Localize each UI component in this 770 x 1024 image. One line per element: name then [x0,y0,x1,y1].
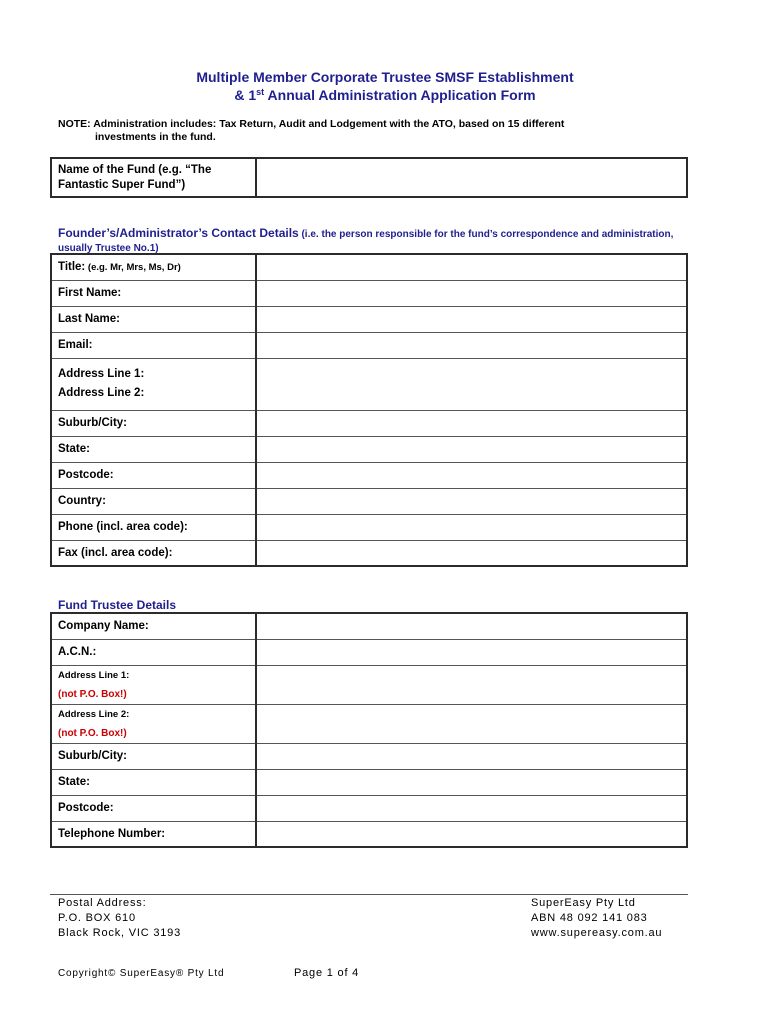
founder-last-name-row [51,306,687,332]
postal-address: Postal Address: P.O. BOX 610 Black Rock, VIC 3193 [58,897,181,939]
founder-fax-row [51,540,687,566]
copyright-notice: Copyright© SuperEasy® Pty Ltd [58,968,225,979]
form-title-line2: & 1st Annual Administration Application Form [234,87,536,103]
trustee-suburb-row [51,743,687,769]
company-name-field[interactable] [256,613,687,639]
fund-name-label: Name of the Fund (e.g. “The Fantastic Super Fund”) [51,158,256,197]
founder-postcode-row [51,462,687,488]
trustee-details-table [50,612,688,848]
founder-postcode-field[interactable] [256,462,687,488]
trustee-address1-label: Address Line 1: (not P.O. Box!) [51,665,256,704]
trustee-state-field[interactable] [256,769,687,795]
trustee-state-row [51,769,687,795]
founder-state-label: State: [51,436,256,462]
founder-suburb-row [51,410,687,436]
fund-name-field[interactable] [256,158,687,197]
company-name-label: Company Name: [51,613,256,639]
trustee-address2-row [51,704,687,743]
founder-suburb-label: Suburb/City: [51,410,256,436]
last-name-label: Last Name: [51,306,256,332]
founder-title-row [51,254,687,280]
founder-state-row [51,436,687,462]
trustee-postcode-row [51,795,687,821]
last-name-field[interactable] [256,306,687,332]
trustee-postcode-field[interactable] [256,795,687,821]
founder-phone-row [51,514,687,540]
first-name-label: First Name: [51,280,256,306]
email-field[interactable] [256,332,687,358]
website-link[interactable]: www.supereasy.com.au [531,927,663,939]
trustee-postcode-label: Postcode: [51,795,256,821]
founder-details-table [50,253,688,567]
trustee-suburb-field[interactable] [256,743,687,769]
founder-postcode-label: Postcode: [51,462,256,488]
trustee-acn-row [51,639,687,665]
page-number: Page 1 of 4 [294,967,360,979]
phone-label: Phone (incl. area code): [51,514,256,540]
company-details: SuperEasy Pty Ltd ABN 48 092 141 083 www.supereasy.com.au [531,897,663,939]
founder-first-name-row [51,280,687,306]
fund-name-row [51,158,687,197]
trustee-suburb-label: Suburb/City: [51,743,256,769]
fax-label: Fax (incl. area code): [51,540,256,566]
founder-address-row [51,358,687,410]
trustee-address1-field[interactable] [256,665,687,704]
founder-email-row [51,332,687,358]
trustee-state-label: State: [51,769,256,795]
founder-section-heading: Founder’s/Administrator’s Contact Details (i.e. the person responsible for the fund’s correspondence and administration, usually Trustee No.1) [58,226,674,254]
first-name-field[interactable] [256,280,687,306]
country-field[interactable] [256,488,687,514]
trustee-address2-field[interactable] [256,704,687,743]
email-label: Email: [51,332,256,358]
fax-field[interactable] [256,540,687,566]
trustee-telephone-row [51,821,687,847]
founder-title-label: Title: (e.g. Mr, Mrs, Ms, Dr) [51,254,256,280]
phone-field[interactable] [256,514,687,540]
founder-suburb-field[interactable] [256,410,687,436]
founder-country-row [51,488,687,514]
administration-note: NOTE: Administration includes: Tax Return, Audit and Lodgement with the ATO, based on 15 different investments in the fund. [58,118,565,143]
founder-address-labels: Address Line 1: Address Line 2: [51,358,256,410]
trustee-address2-label: Address Line 2: (not P.O. Box!) [51,704,256,743]
acn-field[interactable] [256,639,687,665]
country-label: Country: [51,488,256,514]
trustee-section-heading: Fund Trustee Details [58,598,177,612]
founder-title-field[interactable] [256,254,687,280]
trustee-address1-row [51,665,687,704]
founder-state-field[interactable] [256,436,687,462]
form-title-line1: Multiple Member Corporate Trustee SMSF Establishment [196,69,574,85]
footer-divider [50,894,688,895]
fund-name-table [50,157,688,198]
trustee-company-row [51,613,687,639]
acn-label: A.C.N.: [51,639,256,665]
founder-address-field[interactable] [256,358,687,410]
telephone-label: Telephone Number: [51,821,256,847]
telephone-field[interactable] [256,821,687,847]
